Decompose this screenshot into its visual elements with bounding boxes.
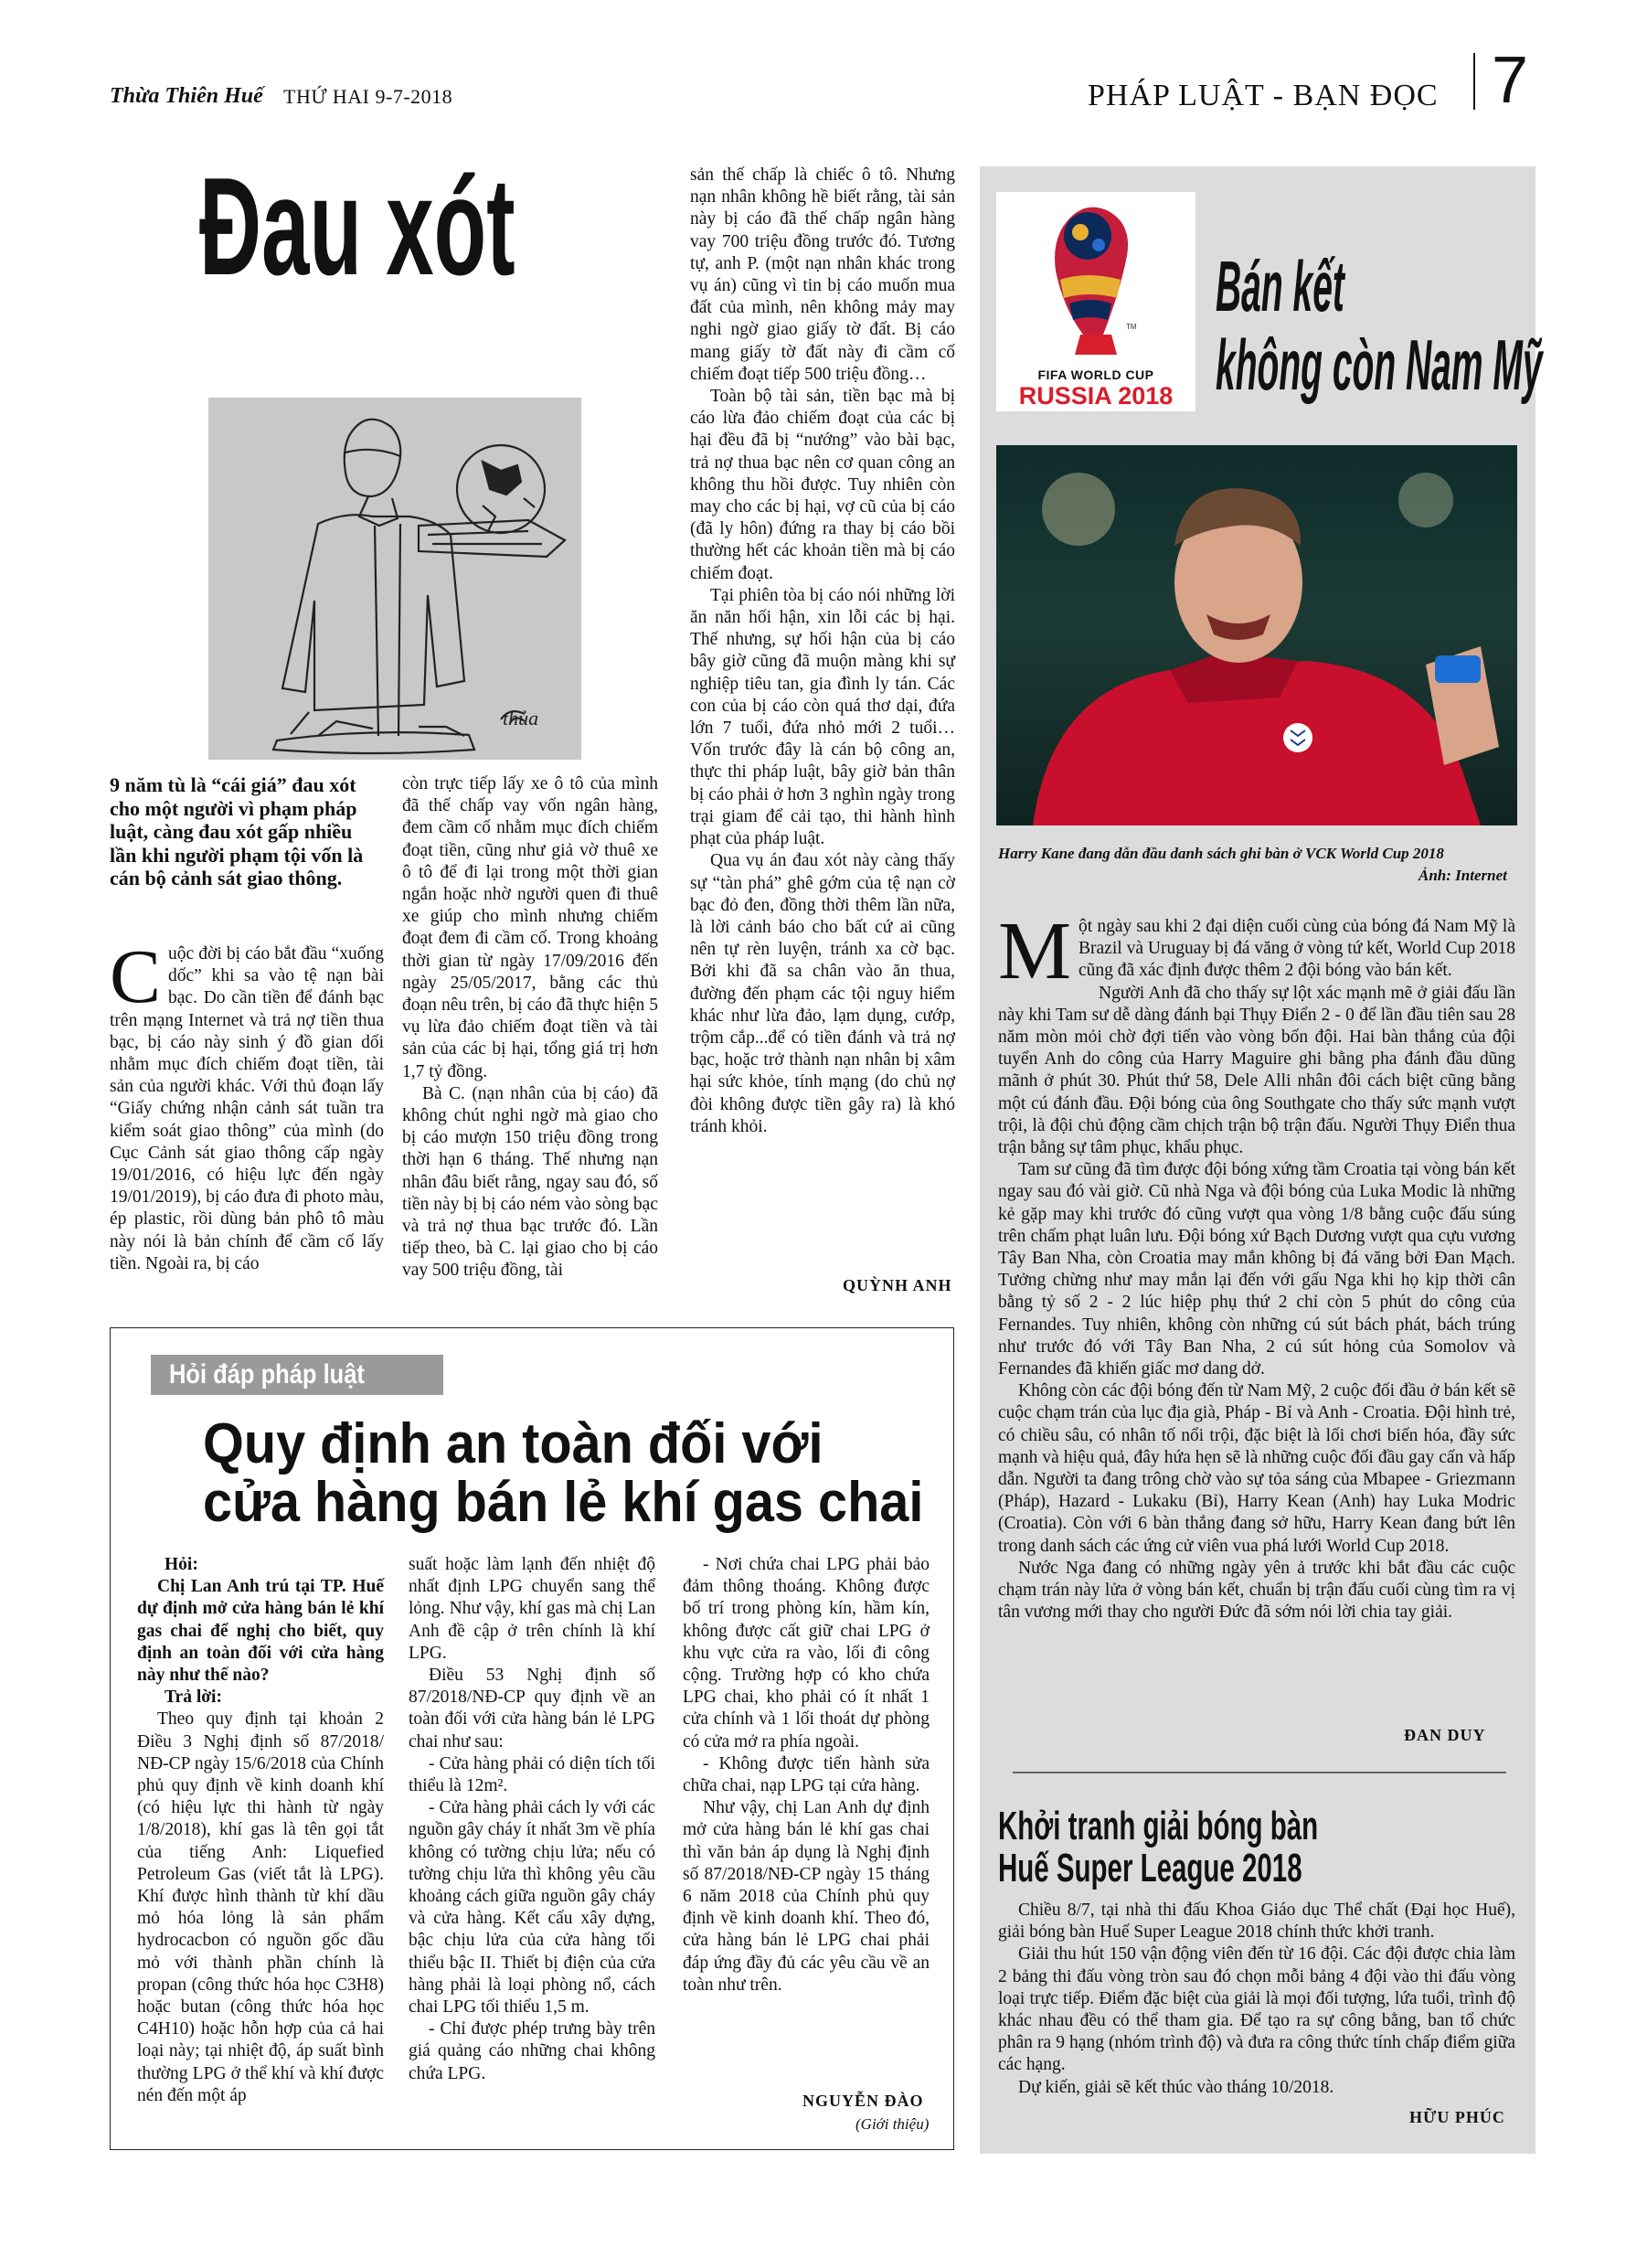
worldcup-title-line2: không còn Nam Mỹ (1216, 325, 1543, 405)
article1-dropcap: C (110, 934, 162, 1019)
qa-col2-p5: - Chỉ được phép trưng bày trên giá quảng cáo những chai không chứa LPG. (409, 2019, 655, 2083)
pingpong-title-line2: Huế Super League 2018 (998, 1846, 1302, 1890)
qa-title-line1: Quy định an toàn đối với (203, 1412, 824, 1475)
worldcup-title (1216, 247, 1647, 404)
qa-col2 (409, 1554, 655, 2085)
masthead-paper-name: Thừa Thiên Huế (110, 84, 263, 108)
article1-col3-p3: Tại phiên tòa bị cáo nói những lời ăn năn hối hận, xin lỗi các bị hại. Thế nhưng, sự hối hận của bị cáo bây giờ cũng đã muộn màng khi sự nghiệp tiêu tan, gia đình ly tán. Các con của bị cáo còn quá thơ dại, đứa lớn 7 tuổi, đứa nhỏ mới 2 tuổi… Vốn trước đây là cán bộ công an, thực thi pháp luật, bây giờ bản thân bị cáo phải ở hơn 3 nghìn ngày trong trại giam để cải tạo, thi hành hình phạt của pháp luật. (690, 585, 955, 849)
article1-col2-p1: còn trực tiếp lấy xe ô tô của mình đã thế chấp vay vốn ngân hàng, đem cầm cố nhằm mục đích chiếm đoạt tiền, cũng như giả vờ thuê xe ô tô để đi lại trong một thời gian ngắn hoặc nhờ người quen đi thuê xe giúp cho mình nhưng chiếm đoạt đem đi cầm cố. Trong khoảng thời gian từ ngày 17/09/2016 đến ngày 25/05/2017, bằng các thủ đoạn nêu trên, bị cáo đã thực hiện 5 vụ lừa đảo chiếm đoạt tiền và tài sản của các bị hại, tổng giá trị hơn 1,7 tỷ đồng. (402, 774, 658, 1081)
qa-title-line2: cửa hàng bán lẻ khí gas chai (203, 1471, 924, 1534)
article1-col1 (110, 934, 384, 1275)
pingpong-p3: Dự kiến, giải sẽ kết thúc vào tháng 10/2018. (1018, 2077, 1334, 2097)
worldcup-logo-line2: RUSSIA 2018 (1018, 382, 1174, 410)
worldcup-p2: Người Anh đã cho thấy sự lột xác mạnh mẽ ở giải đấu lần này khi Tam sư dễ dàng đánh bại Thụy Điển 2 - 0 để lần đầu tiên sau 28 năm mòn mỏi chờ đợi tiến vào vòng bốn đội. Hai bàn thắng của đội tuyển Anh do công của Harry Maguire ghi bằng pha đánh đầu dũng mãnh ở phút 30. Phút thứ 58, Dele Alli nhân đôi cách biệt cũng bằng một cú đánh đầu. Đội bóng của ông Southgate cho thấy sức mạnh vượt trội, là đội chủ động cầm chịch trận bộ trận đấu. Người Thụy Điển thua trận bằng sự tâm phục, khẩu phục. (998, 983, 1515, 1158)
worldcup-title-line1: Bán kết (1216, 246, 1344, 326)
qa-col3 (683, 1554, 930, 1996)
page-number: 7 (1492, 44, 1529, 117)
qa-col3-p3: Như vậy, chị Lan Anh dự định mở cửa hàng bán lẻ khí gas chai thì văn bản áp dụng là Nghị định số 87/2018/NĐ-CP ngày 15 tháng 6 năm 2018 của Chính phủ quy định về kinh doanh khí. Theo đó, cửa hàng bán lẻ LPG chai phải đáp ứng đầy đủ các yêu cầu về an toàn như trên. (683, 1798, 930, 1995)
photo-caption: Harry Kane đang dẫn đầu danh sách ghi bàn ở VCK World Cup 2018 (998, 845, 1444, 862)
worldcup-p5: Nước Nga đang có những ngày yên ả trước khi bắt đầu các cuộc chạm trán này lửa ở vòng bán kết, chuẩn bị trận đấu cuối cùng tìm ra vị tân vương mới thay cho người Đức đã sớm nói lời chia tay giải. (998, 1558, 1515, 1623)
article1-col3-p2: Toàn bộ tài sản, tiền bạc mà bị cáo lừa đảo chiếm đoạt của các bị hại đều đã bị “nướng” vào bài bạc, trả nợ thua bạc nên cơ quan công an không thu hồi được. Tuy nhiên còn may cho các bị hại, vợ cũ của bị cáo (đã ly hôn) đứng ra thay bị cáo bồi thường hết các khoản tiền mà bị cáo chiếm đoạt. (690, 387, 955, 583)
pingpong-p1: Chiều 8/7, tại nhà thi đấu Khoa Giáo dục Thể chất (Đại học Huế), giải bóng bàn Huế Super League 2018 chính thức khởi tranh. (998, 1901, 1515, 1943)
qa-intro-note: (Giới thiệu) (855, 2115, 930, 2133)
worldcup-trophy-icon (996, 192, 1195, 366)
article1-lead: 9 năm tù là “cái giá” đau xót cho một người vì phạm pháp luật, càng đau xót gấp nhiều lần khi người phạm tội vốn là cán bộ cảnh sát giao thông. (110, 773, 364, 889)
pingpong-body (998, 1900, 1515, 2099)
worldcup-byline: ĐAN DUY (1404, 1726, 1486, 1744)
article1-col1-p1: uộc đời bị cáo bắt đầu “xuống dốc” khi sa vào tệ nạn bài bạc. Do cần tiền để đánh bạc trên mạng Internet và trả nợ tiền thua bạc, bị cáo này sinh ý đồ gian dối nhằm mục đích chiếm đoạt tiền, tài sản của người khác. Với thủ đoạn lấy “Giấy chứng nhận cảnh sát tuần tra kiểm soát giao thông” của mình (do Cục Cảnh sát giao thông cấp ngày 19/01/2016, có hiệu lực đến ngày 19/01/2019), bị cáo đưa đi photo màu, ép plastic, rồi dùng bản phô tô màu này nói là bản chính để cầm cố lấy tiền. Ngoài ra, bị cáo (110, 944, 384, 1273)
pingpong-title (998, 1805, 1476, 1890)
article-title-text: Đau xót (199, 149, 515, 304)
article1-col3-p4: Qua vụ án đau xót này càng thấy sự “tàn phá” ghê gớm của tệ nạn cờ bạc đỏ đen, đồng thời thêm lần nữa, là lời cảnh báo cho bất cứ ai cũng nên tự rèn luyện, tránh xa cờ bạc. Bởi khi đã sa chân vào ăn thua, đường đến phạm các tội nguy hiểm khác như lừa đảo, lạm dụng, cướp, trộm cắp...để có tiền đánh và trả nợ bạc, hoặc trở thành nạn nhân bị xâm hại sức khỏe, tính mạng (do chủ nợ đòi không được tiền gây ra) là khó tránh khỏi. (690, 851, 955, 1136)
qa-answer-label: Trả lời: (165, 1688, 222, 1708)
photo-player-sketch (996, 445, 1517, 825)
qa-col2-p1: suất hoặc làm lạnh đến nhiệt độ nhất định LPG chuyển sang thể lỏng. Như vậy, khí gas mà chị Lan Anh đề cập ở trên chính là khí LPG. (409, 1555, 655, 1663)
qa-col2-p4: - Cửa hàng phải cách ly với các nguồn gây cháy ít nhất 3m về phía không có tường chịu lửa; nếu có tường chịu lửa thì không yêu cầu khoảng cách giữa nguồn gây cháy và cửa hàng. Kết cấu xây dựng, bậc chịu lửa của cửa hàng tối thiểu bậc II. Thiết bị điện của cửa hàng phải là loại phòng nổ, cách chai LPG tối thiểu 1,5 m. (409, 1798, 655, 2018)
qa-col1 (137, 1554, 384, 2107)
qa-question: Chị Lan Anh trú tại TP. Huế dự định mở cửa hàng bán lẻ khí gas chai để nghị cho biết, quy định an toàn đối với cửa hàng này như thế nào? (137, 1577, 384, 1686)
article-title-dau-xot (199, 149, 708, 304)
worldcup-body (998, 906, 1515, 1624)
masthead-divider (1473, 53, 1475, 110)
illustration-sketch (208, 398, 581, 760)
worldcup-p4: Không còn các đội bóng đến từ Nam Mỹ, 2 cuộc đối đầu ở bán kết sẽ cuộc chạm trán của lục địa già, Pháp - Bỉ và Anh - Croatia. Đội hình trẻ, có chiều sâu, có nhân tố nổi trội, đặc biệt là lối chơi biến hóa, đầy sức mạnh và hiệu quả, đây hứa hẹn sẽ là những cuộc đối đầu gay cấn và hấp dẫn. Người ta đang trông chờ vào sự tỏa sáng của Mbapee - Griezmann (Pháp), Hazard - Lukaku (Bỉ), Harry Kean (Anh) hay Luka Modric (Croatia). Còn với 6 bàn thắng đang sở hữu, Harry Kean đang bứt lên trong danh sách các ứng cử viên vua phá lưới World Cup 2018. (998, 1381, 1515, 1556)
pingpong-p2: Giải thu hút 150 vận động viên đến từ 16 đội. Các đội được chia làm 2 bảng thi đấu vòng tròn sau đó chọn mỗi bảng 4 đội vào thi đấu vòng loại trực tiếp. Điểm đặc biệt của giải là mọi đối tượng, lứa tuổi, trình độ khác nhau đều có thể tham gia. Để tạo ra sự công bằng, ban tổ chức phân ra 9 hạng (nhóm trình độ) và đưa ra công thức tính chấp điểm giữa các hạng. (998, 1944, 1515, 2075)
pingpong-title-line1: Khởi tranh giải bóng bàn (998, 1804, 1319, 1848)
qa-col3-p1: - Nơi chứa chai LPG phải bảo đảm thông thoáng. Không được bố trí trong phòng kín, hầm kín, không được cất giữ chai LPG ở khu vực cửa ra vào, lối đi công cộng. Trường hợp có kho chứa LPG chai, kho phải có ít nhất 1 cửa chính và 1 lối thoát dự phòng có cửa mở ra phía ngoài. (683, 1555, 930, 1752)
article1-col3 (690, 165, 955, 1138)
qa-tag (151, 1355, 443, 1395)
qa-question-label: Hỏi: (165, 1555, 198, 1574)
qa-tag-text: Hỏi đáp pháp luật (169, 1359, 365, 1390)
worldcup-dropcap: M (998, 906, 1072, 996)
article1-byline: QUỲNH ANH (843, 1276, 952, 1294)
qa-title (203, 1412, 978, 1534)
worldcup-p1: ột ngày sau khi 2 đại diện cuối cùng của bóng đá Nam Mỹ là Brazil và Uruguay bị đá văng ở vòng tứ kết, World Cup 2018 cũng đã xác định được thêm 2 đội bóng vào bán kết. (1079, 917, 1515, 981)
masthead-date: THỨ HAI 9-7-2018 (283, 85, 453, 108)
article1-col2 (402, 773, 658, 1283)
worldcup-logo (996, 192, 1195, 411)
panel-divider (1013, 1772, 1506, 1773)
qa-col1-p1: Theo quy định tại khoản 2 Điều 3 Nghị định số 87/2018/ NĐ-CP ngày 15/6/2018 của Chính phủ quy định về kinh doanh khí (có hiệu lực thi hành từ ngày 1/8/2018), khí gas là tên gọi tắt của tiếng Anh: Liquefied Petroleum Gas (viết tắt là LPG). Khí được hình thành từ khí dầu mỏ hóa lỏng là sản phẩm hydrocacbon có nguồn gốc dầu mỏ với thành phần chính là propan (công thức hóa học C3H8) hoặc butan (công thức hóa học C4H10) hoặc hỗn hợp của cả hai loại này; tại nhiệt độ, áp suất bình thường LPG ở thể khí và khí được nén đến một áp (137, 1709, 384, 2105)
qa-col3-p2: - Không được tiến hành sửa chữa chai, nạp LPG tại cửa hàng. (683, 1753, 930, 1796)
illustration-gambling (208, 398, 581, 760)
photo-credit: Ảnh: Internet (1419, 867, 1507, 884)
pingpong-byline: HỮU PHÚC (1409, 2108, 1505, 2126)
article1-col3-p1: sản thế chấp là chiếc ô tô. Nhưng nạn nhân không hề biết rằng, tài sản này bị cáo đã thế chấp ngân hàng vay 700 triệu đồng trước đó. Tương tự, anh P. (một nạn nhân khác trong vụ án) cũng vì tin bị cáo muốn mua đất của mình, nên không mảy may nghi ngờ giao giấy tờ đất. Bị cáo mang giấy tờ đất này đi cầm cố chiếm đoạt tiếp 500 triệu đồng… (690, 165, 955, 384)
qa-byline: NGUYỄN ĐÀO (802, 2092, 924, 2110)
qa-col2-p2: Điều 53 Nghị định số 87/2018/NĐ-CP quy định về an toàn đối với cửa hàng bán lẻ LPG chai như sau: (409, 1666, 655, 1752)
masthead-section: PHÁP LUẬT - BẠN ĐỌC (1088, 79, 1439, 112)
illustration-signature: thủa (503, 707, 539, 729)
photo-harry-kane (996, 445, 1517, 825)
article1-col2-p2: Bà C. (nạn nhân của bị cáo) đã không chút nghi ngờ mà giao cho bị cáo mượn 150 triệu đồng trong thời hạn 6 tháng. Thế nhưng nạn nhân đâu biết rằng, ngay sau đó, số tiền này bị bị cáo ném vào sòng bạc và trả nợ thua bạc trước đó. Lần tiếp theo, bà C. lại giao cho bị cáo vay 500 triệu đồng, tài (402, 1083, 658, 1281)
qa-col2-p3: - Cửa hàng phải có diện tích tối thiểu là 12m². (409, 1753, 655, 1796)
worldcup-logo-line1: FIFA WORLD CUP (1037, 367, 1154, 382)
worldcup-p3: Tam sư cũng đã tìm được đội bóng xứng tầm Croatia tại vòng bán kết ngay sau đó vài giờ. Cũ nhà Nga và đội bóng của Luka Modic là những kẻ gặp may khi trước đó cũng vượt qua vòng 1/8 bằng cuộc đấu súng trên chấm phạt luân lưu. Đội bóng xứ Bạch Dương vượt qua cựu vương Tây Ban Nha, còn Croatia may mắn không bị đá văng bởi Đan Mạch. Tưởng chừng như may mắn lại đến với gấu Nga khi họ kịp thời cân bằng tỷ số 2 - 2 lúc hiệp phụ thứ 2 chỉ còn 5 phút do công của Fernandes. Tuy nhiên, không còn những cú sút bách phát, bách trúng như trước đó với Tây Ban Nha, 2 cú sút hỏng của Somolov và Fernandes đã khiến giấc mơ dang dở. (998, 1160, 1515, 1379)
svg-text:TM: TM (1126, 323, 1137, 331)
masthead (0, 0, 1647, 119)
